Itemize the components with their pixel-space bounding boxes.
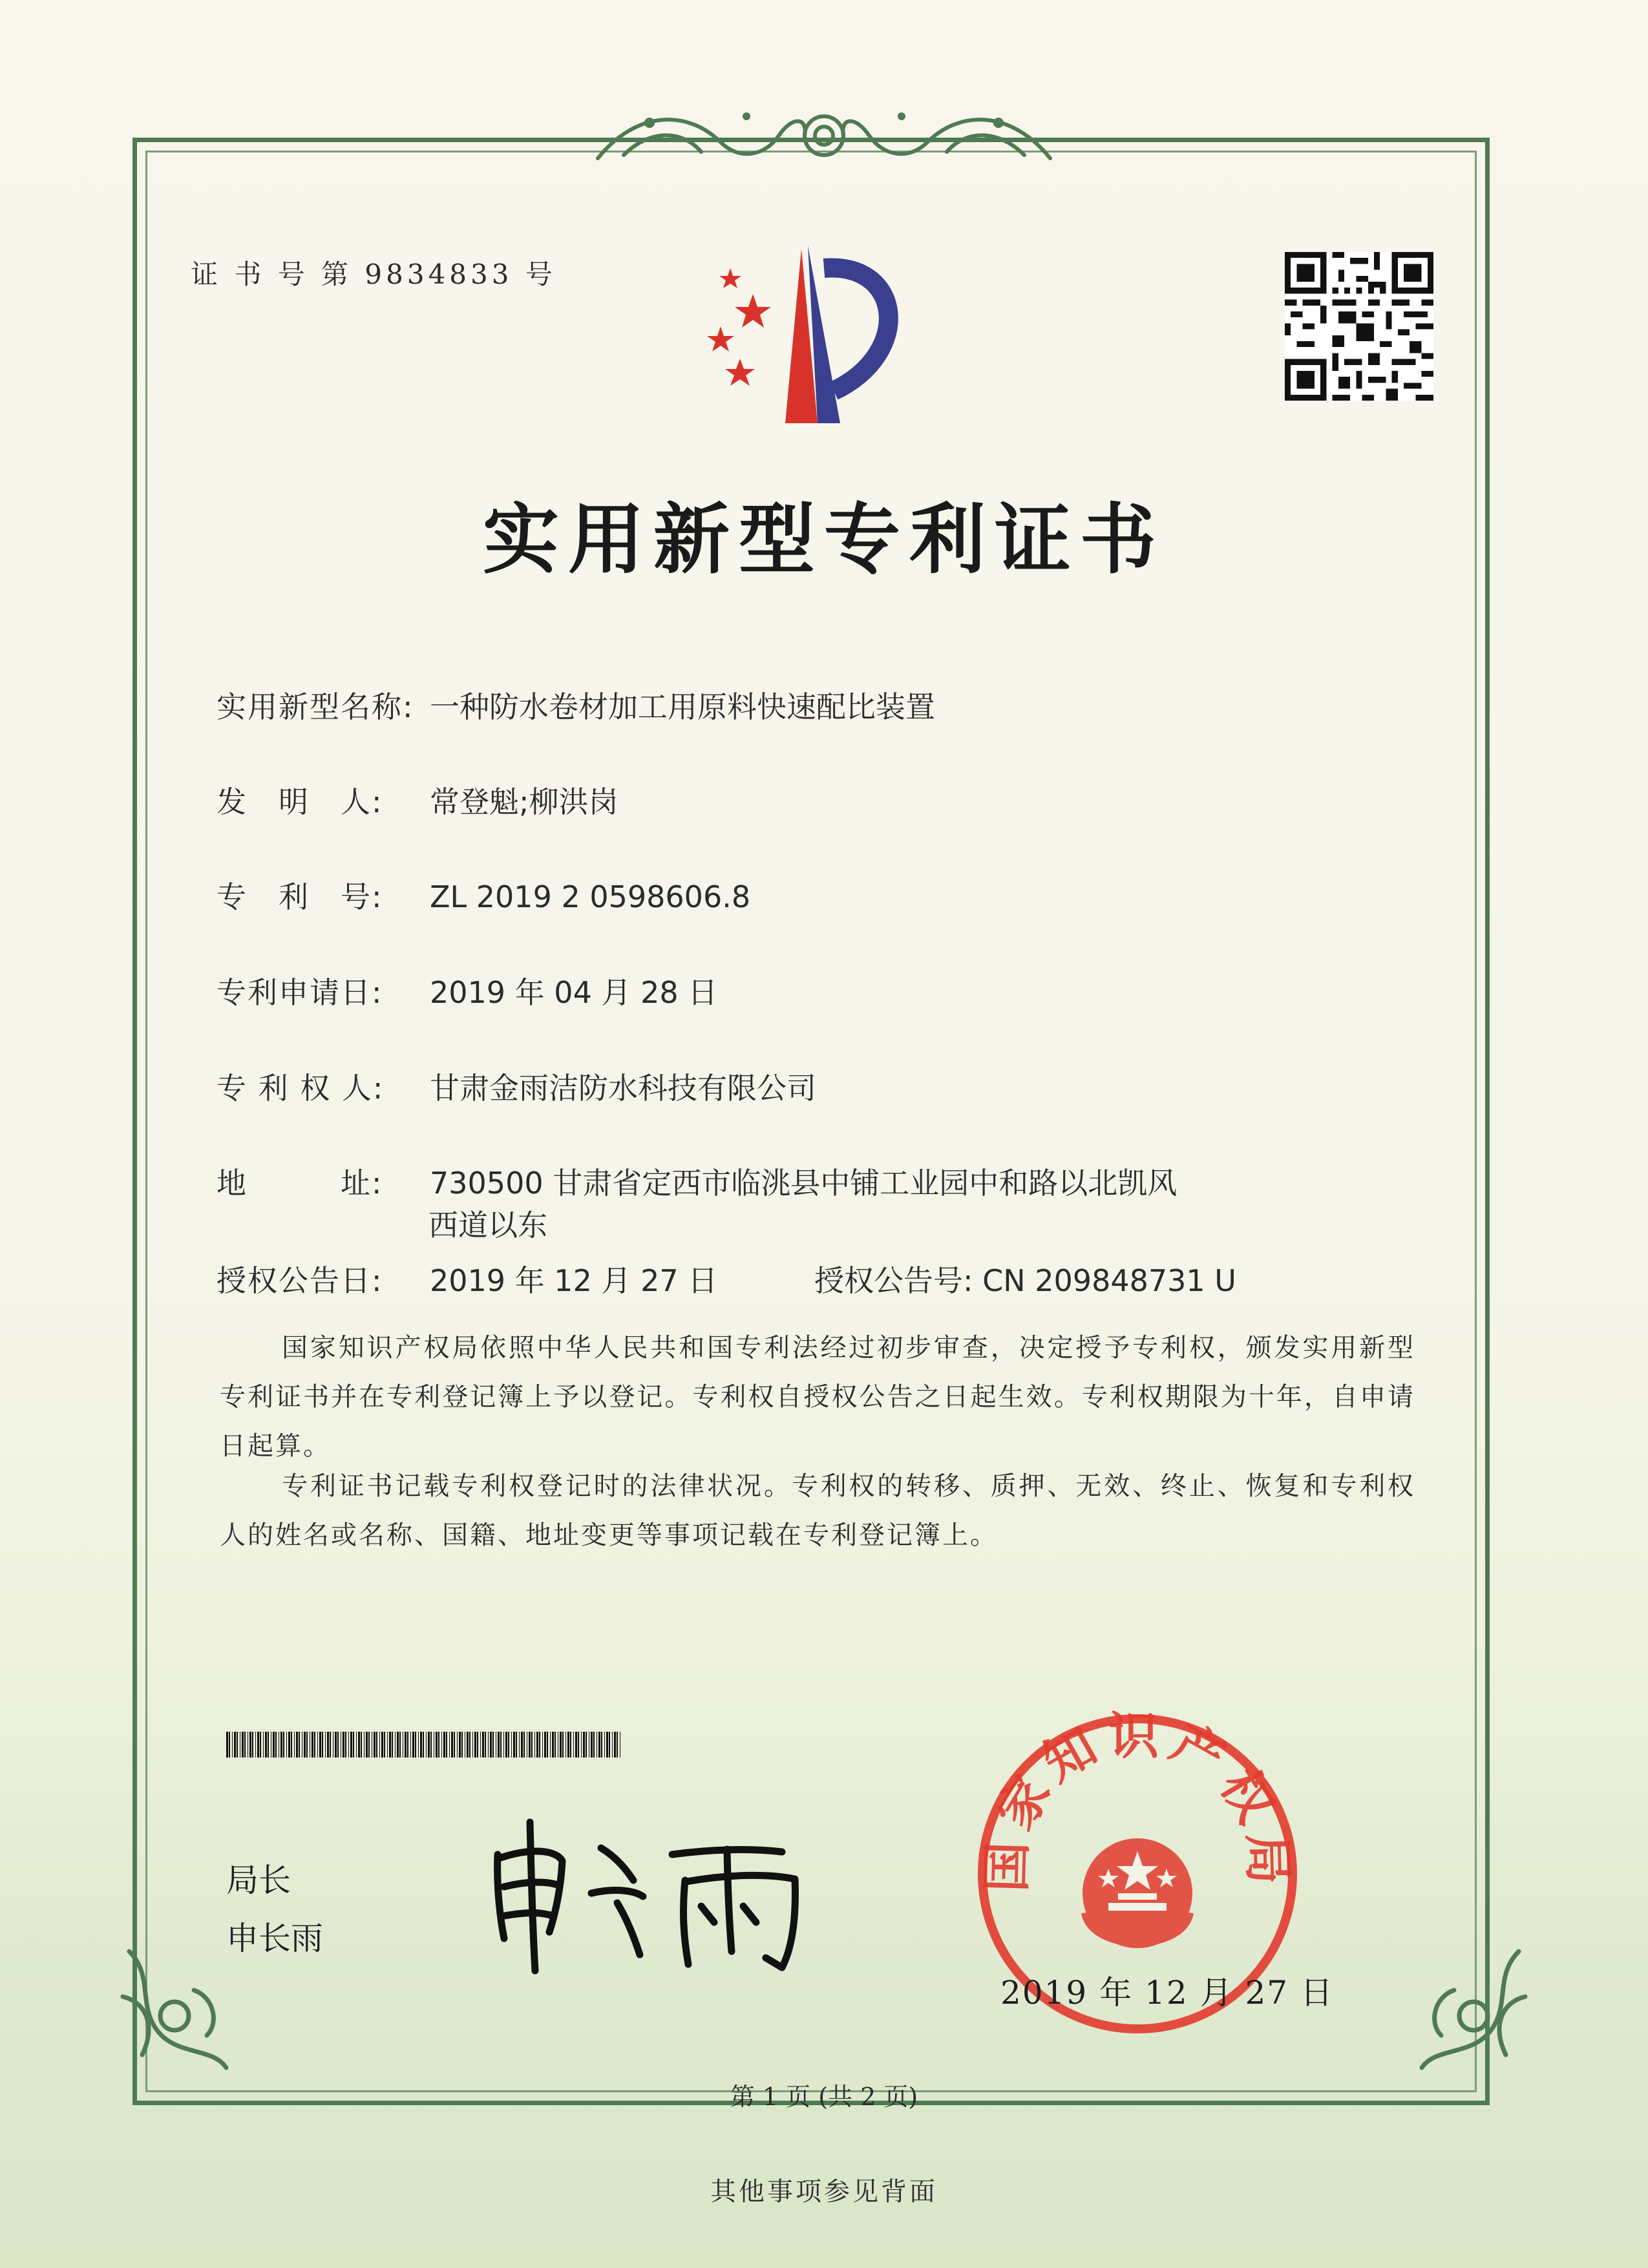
field-value: 2019 年 04 月 28 日 (430, 975, 718, 1010)
field-grant-date (217, 1257, 717, 1300)
field-filing-date (217, 969, 717, 1012)
certificate-number: 证 书 号 第 9834833 号 (191, 258, 556, 290)
seal-text: 国家知识产权局 (977, 1707, 1298, 1893)
field-address-line2: 西道以东 (428, 1208, 547, 1243)
field-value: CN 209848731 U (982, 1263, 1236, 1298)
field-label: 专利申请日: (217, 975, 383, 1010)
cnipa-logo-icon (695, 242, 934, 430)
field-label: 专 利 号: (217, 879, 383, 914)
field-utility-model-name (217, 684, 935, 726)
field-value: 2019 年 12 月 27 日 (430, 1263, 718, 1298)
field-label: 专 利 权 人: (217, 1071, 385, 1106)
director-name: 申长雨 (226, 1920, 323, 1957)
statement-paragraph-1: 国家知识产权局依照中华人民共和国专利法经过初步审查，决定授予专利权，颁发实用新型专利证书并在专利登记簿上予以登记。专利权自授权公告之日起生效。专利权期限为十年，自申请日起算。 (220, 1333, 1415, 1461)
footer-note: 其他事项参见背面 (710, 2177, 938, 2207)
director-title: 局长 (226, 1862, 291, 1899)
seal-date: 2019 年 12 月 27 日 (1000, 1974, 1334, 2011)
field-label: 发 明 人: (217, 784, 383, 819)
field-grant-publication-number (814, 1257, 1236, 1300)
corner-ornament-bottom-right (1409, 1938, 1538, 2081)
page-number: 第 1 页 (共 2 页) (730, 2083, 918, 2111)
field-address (217, 1160, 1177, 1202)
field-value: 一种防水卷材加工用原料快速配比装置 (430, 689, 935, 724)
field-label: 地 址: (217, 1166, 383, 1201)
barcode-icon (226, 1732, 624, 1758)
field-value: 常登魁;柳洪岗 (430, 784, 618, 819)
field-patentee (217, 1065, 816, 1108)
field-label: 实用新型名称: (217, 689, 414, 724)
field-inventor (217, 779, 618, 821)
corner-ornament-bottom-left (110, 1938, 239, 2081)
field-label: 授权公告号: (814, 1263, 973, 1298)
field-value: ZL 2019 2 0598606.8 (430, 879, 751, 914)
statement-paragraph-2: 专利证书记载专利权登记时的法律状况。专利权的转移、质押、无效、终止、恢复和专利权人的姓名或名称、国籍、地址变更等事项记载在专利登记簿上。 (220, 1471, 1415, 1550)
top-ornament (585, 97, 1063, 174)
field-label: 授权公告日: (217, 1263, 383, 1298)
field-patent-number (217, 874, 750, 916)
qr-code-icon (1285, 252, 1433, 401)
certificate-title: 实用新型专利证书 (482, 494, 1165, 584)
field-value: 甘肃金雨洁防水科技有限公司 (430, 1071, 816, 1106)
director-signature (478, 1809, 827, 1977)
field-value: 730500 甘肃省定西市临洮县中铺工业园中和路以北凯风 (430, 1166, 1178, 1201)
